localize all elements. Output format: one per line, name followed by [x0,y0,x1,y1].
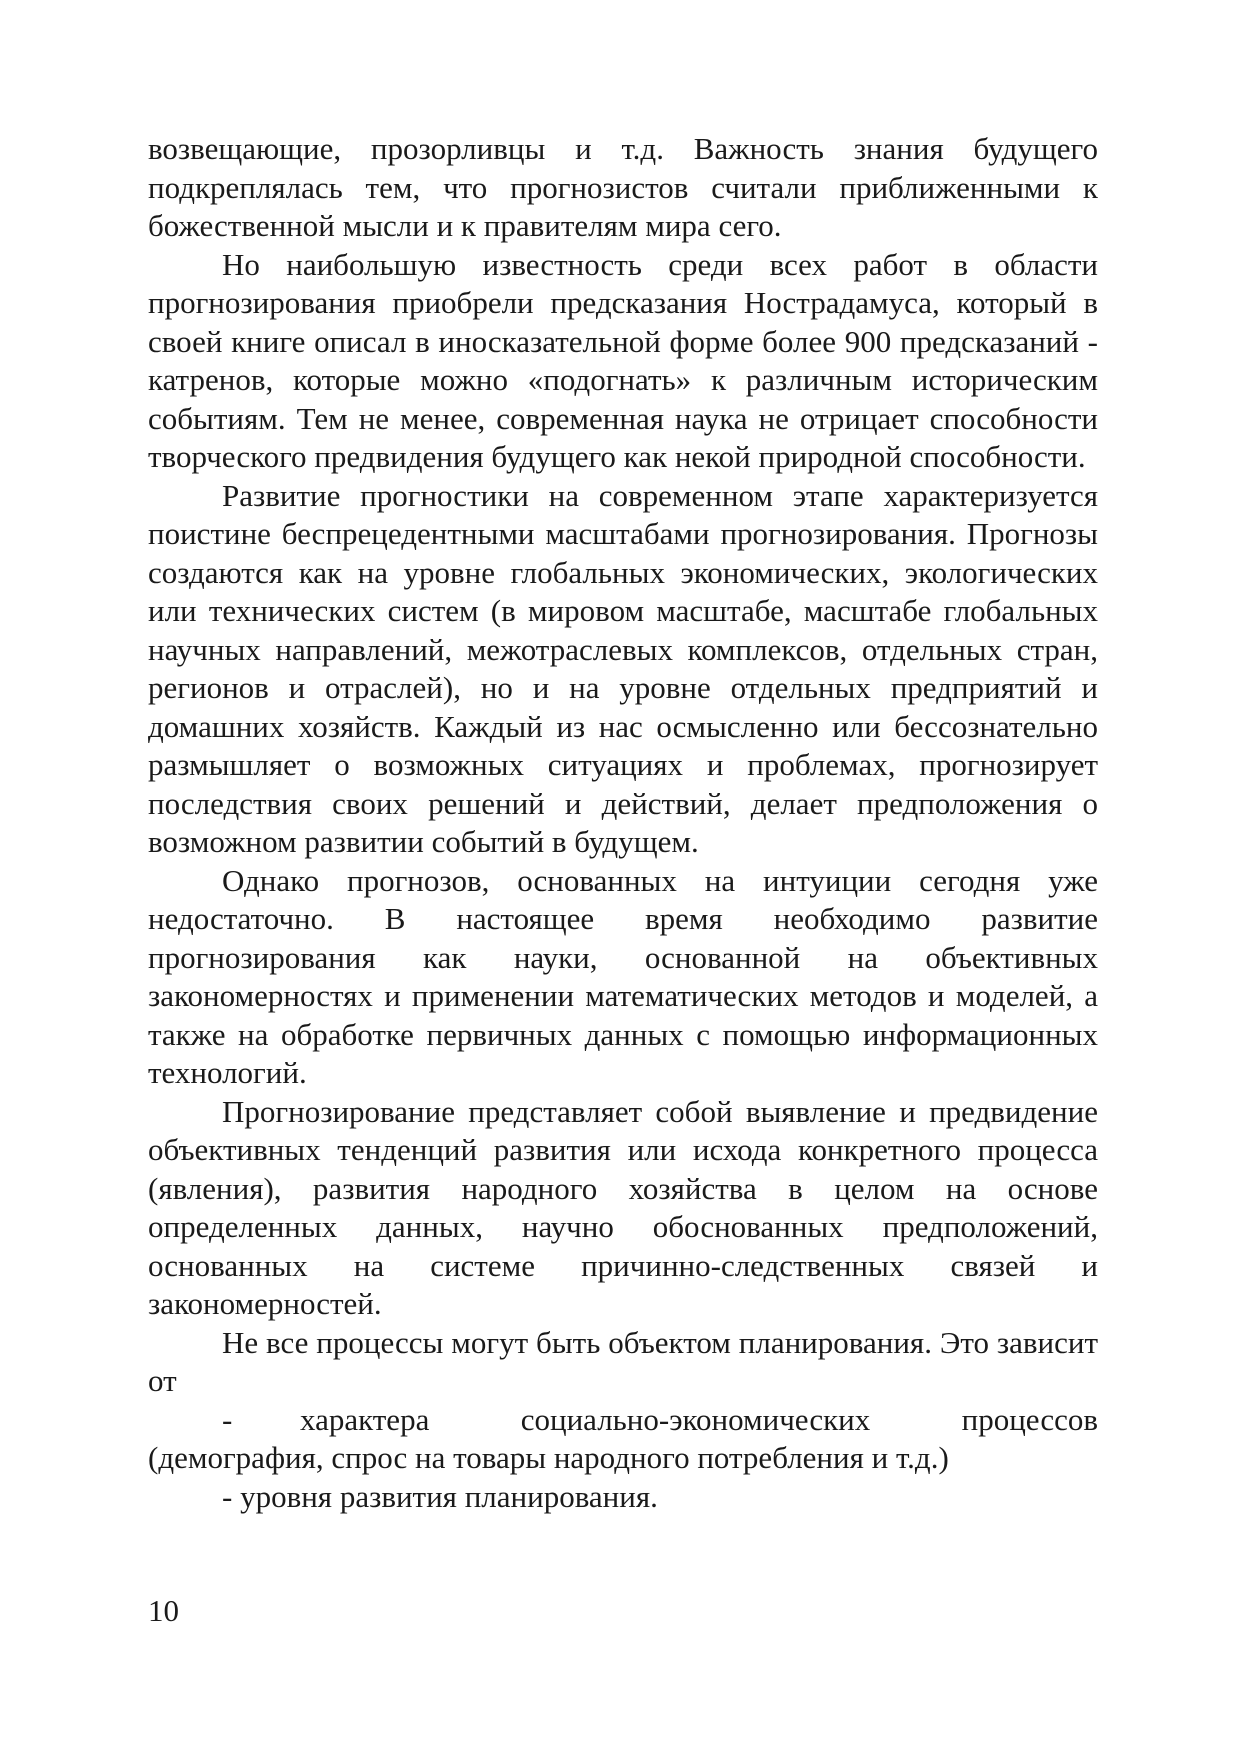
paragraph-definition: Прогнозирование представляет собой выявление и предвидение объективных тенденций развития или исхода конкретного процесса (явления), развития народного хозяйства в целом на основе определенных данных, научно обоснованных предположений, основанных на системе причинно-следственных связей и закономерностей. [148,1093,1098,1321]
paragraph-continued: возвещающие, прозорливцы и т.д. Важность знания будущего подкреплялась тем, что прогнозистов считали приближенными к божественной мысли и к правителям мира сего. [148,131,1098,243]
list-item [148,1478,1098,1517]
list-dash: - [222,1478,233,1514]
list-item-text: характера социально-экономических процессов (демография, спрос на товары народного потребления и т.д.) [148,1401,1098,1475]
paragraph-modern-prognostics: Развитие прогностики на современном этапе характеризуется поистине беспрецедентными масштабами прогнозирования. Прогнозы создаются как на уровне глобальных экономических, экологических или технических систем (в мировом масштабе, масштабе глобальных научных направлений, межотраслевых комплексов, отдельных стран, регионов и отраслей), но и на уровне отдельных предприятий и домашних хозяйств. Каждый из нас осмысленно или бессознательно размышляет о возможных ситуациях и проблемах, прогнозирует последствия своих решений и действий, делает предположения о возможном развитии событий в будущем. [148,477,1098,859]
page-number: 10 [148,1593,179,1628]
list-item-text: уровня развития планирования. [240,1478,658,1514]
text-body [148,130,1098,1516]
list-dash: - [222,1401,233,1437]
list-item [148,1401,1098,1478]
paragraph-planning-objects: Не все процессы могут быть объектом планирования. Это зависит от [148,1324,1098,1398]
paragraph-intuition: Однако прогнозов, основанных на интуиции сегодня уже недостаточно. В настоящее время необходимо развитие прогнозирования как науки, основанной на объективных закономерностях и применении математических методов и моделей, а также на обработке первичных данных с помощью информационных технологий. [148,862,1098,1090]
paragraph-nostradamus: Но наибольшую известность среди всех работ в области прогнозирования приобрели предсказания Нострадамуса, который в своей книге описал в иносказательной форме более 900 предсказаний - катренов, которые можно «подогнать» к различным историческим событиям. Тем не менее, современная наука не отрицает способности творческого предвидения будущего как некой природной способности. [148,246,1098,474]
